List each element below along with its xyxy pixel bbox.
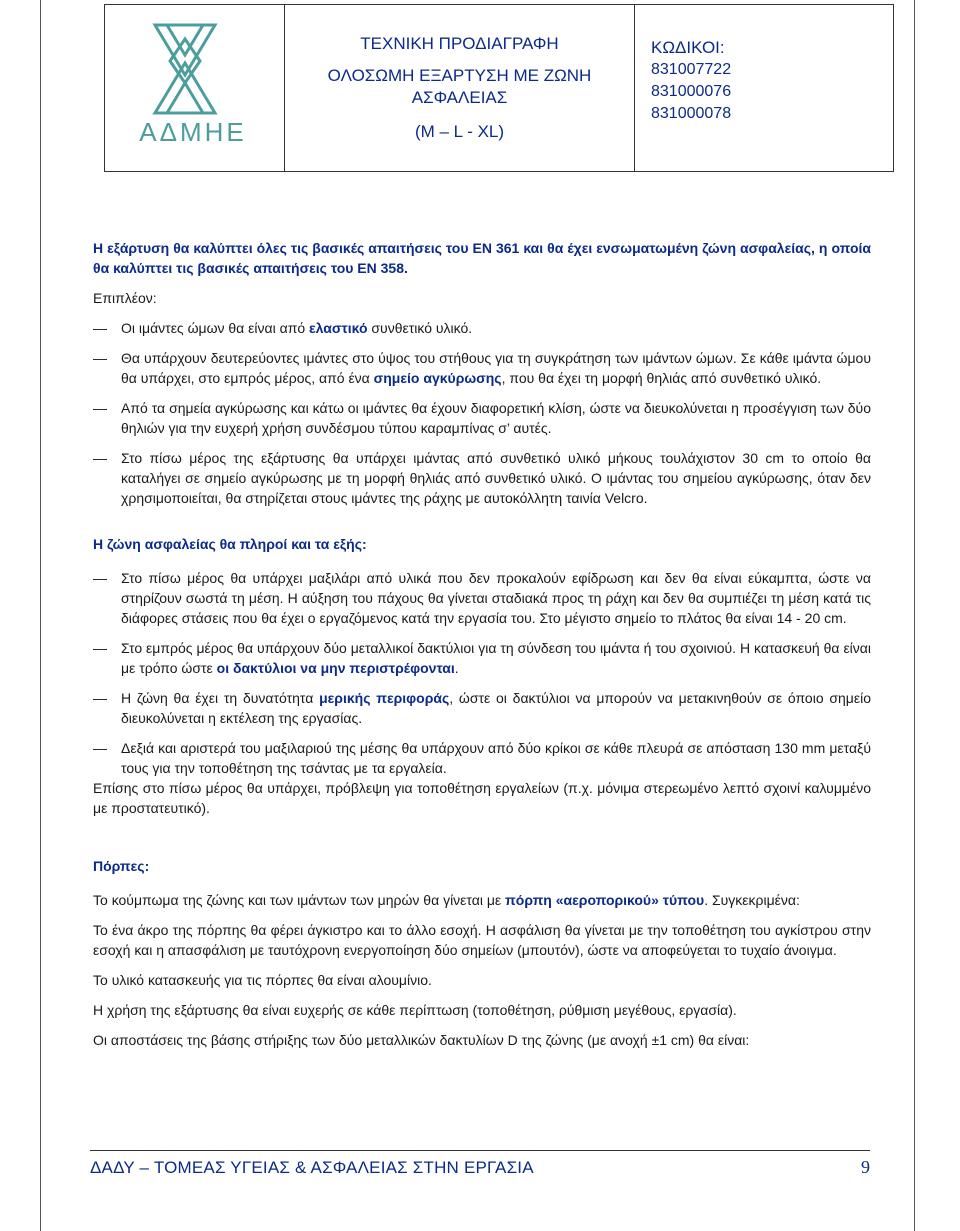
codes-cell <box>635 5 893 171</box>
belt-bullet-2 <box>93 638 871 678</box>
bullet-text: Στο εμπρός μέρος θα υπάρχουν δύο μεταλλικοί δακτύλιοι για τη σύνδεση του ιμάντα ή του σχοινιού. Η κατασκευή θα είναι με τρόπο ώστε <box>121 640 871 676</box>
logo-cell <box>105 5 285 171</box>
page-margin-line-right <box>914 0 915 1231</box>
usage-paragraph: Η χρήση της εξάρτυσης θα είναι ευχερής σε κάθε περίπτωση (τοποθέτηση, ρύθμιση μεγέθους, εργασία). <box>93 1002 737 1018</box>
harness-bullet-4: — Στο πίσω μέρος της εξάρτυσης θα υπάρχει ιμάντας από συνθετικό υλικό μήκους τουλάχιστον 30 cm το οποίο θα καταλήγει σε σημείο αγκύρωσης με τη μορφή θηλιάς από συνθετικό υλικό. Ο ιμάντας του σημείου αγκύρωσης, όταν δεν χρησιμοποιείται, θα στηρίζεται στους ιμάντες της ράχης με αυτοκόλλητη ταινία Velcro. <box>93 448 871 508</box>
document-body <box>93 238 871 1050</box>
bullet-text: Θα υπάρχουν δευτερεύοντες ιμάντες στο ύψος του στήθους για τη συγκράτηση των ιμάντων ώμων. Σε κάθε ιμάντα ώμου θα υπάρχει, στο εμπρός μέρος, από ένα <box>121 350 871 386</box>
paragraph-emphasis: πόρπη «αεροπορικού» τύπου <box>505 892 705 908</box>
page-number: 9 <box>861 1157 870 1177</box>
logo-wordmark: ΑΔΜΗΕ <box>139 117 247 147</box>
bullet-text: . <box>454 660 459 676</box>
buckle-paragraph-2: Το ένα άκρο της πόρπης θα φέρει άγκιστρο και το άλλο εσοχή. Η ασφάλιση θα γίνεται με την τοποθέτηση του αγκίστρου στην εσοχή και η απασφάλιση με ταυτόχρονη ενεργοποίηση δύο σημείων (μπουτόν), ώστε να αποφεύγεται το τυχαίο άνοιγμα. <box>93 922 871 958</box>
belt-bullet-4: — Δεξιά και αριστερά του μαξιλαριού της μέσης θα υπάρχουν από δύο κρίκοι σε κάθε πλευρά σε απόσταση 130 mm μεταξύ τους για την τοποθέτηση της τσάντας με τα εργαλεία. <box>93 738 871 778</box>
bullet-emphasis: οι δακτύλιοι να μην περιστρέφονται <box>216 660 455 676</box>
code-item: 831000078 <box>651 105 732 122</box>
bullet-emphasis: ελαστικό <box>309 320 368 336</box>
spec-title: ΤΕΧΝΙΚΗ ΠΡΟΔΙΑΓΡΑΦΗ <box>360 34 559 53</box>
harness-bullet-1 <box>93 318 871 338</box>
paragraph-text: . Συγκεκριμένα: <box>704 892 800 908</box>
code-item: 831000076 <box>651 83 732 100</box>
moreover-label: Επιπλέον: <box>93 290 157 306</box>
belt-bullet-3 <box>93 688 871 728</box>
bullet-text: Η ζώνη θα έχει τη δυνατότητα <box>121 690 320 706</box>
product-title-line-1: ΟΛΟΣΩΜΗ ΕΞΑΡΤΥΣΗ ΜΕ ΖΩΝΗ <box>327 66 592 85</box>
footer-text: ΔΑΔΥ – ΤΟΜΕΑΣ ΥΓΕΙΑΣ & ΑΣΦΑΛΕΙΑΣ ΣΤΗΝ ΕΡΓΑΣΙΑ <box>90 1158 534 1177</box>
belt-requirements-heading: Η ζώνη ασφαλείας θα πληροί και τα εξής: <box>93 536 367 552</box>
buckle-paragraph-1 <box>93 890 871 910</box>
tool-provision-paragraph: Επίσης στο πίσω μέρος θα υπάρχει, πρόβλεψη για τοποθέτηση εργαλείων (π.χ. μόνιμα στερεωμένο λεπτό σχοινί καλυμμένο με προστατευτικό). <box>93 780 871 816</box>
bullet-text: συνθετικό υλικό. <box>367 320 473 336</box>
size-range: (M – L - XL) <box>414 122 505 141</box>
admie-logo-icon <box>105 15 285 125</box>
belt-bullet-1: — Στο πίσω μέρος θα υπάρχει μαξιλάρι από υλικά που δεν προκαλούν εφίδρωση και δεν θα είναι εύκαμπτα, ώστε να στηρίζουν σωστά τη μέση. Η αύξηση του πάχους θα γίνεται σταδιακά προς τη ράχη και δεν θα συμπιέζει τη μέση κατά τις διάφορες στάσεις που θα έχει ο εργαζόμενος κατά την εργασία του. Στο μέγιστο σημείο το πλάτος θα είναι 14 - 20 cm. <box>93 568 871 628</box>
paragraph-text: Το κούμπωμα της ζώνης και των ιμάντων των μηρών θα γίνεται με <box>93 892 506 908</box>
intro-paragraph: Η εξάρτυση θα καλύπτει όλες τις βασικές απαιτήσεις του ΕΝ 361 και θα έχει ενσωματωμένη ζώνη ασφαλείας, η οποία θα καλύπτει τις βασικές απαιτήσεις του ΕΝ 358. <box>93 240 871 276</box>
page-margin-line-left <box>40 0 41 1231</box>
bullet-emphasis: μερικής περιφοράς <box>319 690 450 706</box>
buckles-heading: Πόρπες: <box>93 858 150 874</box>
ring-distances-paragraph: Οι αποστάσεις της βάσης στήριξης των δύο μεταλλικών δακτυλίων D της ζώνης (με ανοχή ±1 cm) θα είναι: <box>93 1032 750 1048</box>
bullet-text: , που θα έχει τη μορφή θηλιάς από συνθετικό υλικό. <box>501 370 822 386</box>
document-footer <box>90 1150 870 1178</box>
title-cell <box>285 5 635 171</box>
product-title-line-2: ΑΣΦΑΛΕΙΑΣ <box>411 88 508 107</box>
document-header <box>104 4 894 172</box>
bullet-text: Οι ιμάντες ώμων θα είναι από <box>121 320 310 336</box>
buckle-material-paragraph: Το υλικό κατασκευής για τις πόρπες θα είναι αλουμίνιο. <box>93 972 432 988</box>
bullet-emphasis: σημείο αγκύρωσης <box>373 370 502 386</box>
harness-bullet-3: — Από τα σημεία αγκύρωσης και κάτω οι ιμάντες θα έχουν διαφορετική κλίση, ώστε να διευκολύνεται η προσέγγιση των δύο θηλιών για την ευχερή χρήση συνδέσμου τύπου καραμπίνας σ’ αυτές. <box>93 398 871 438</box>
codes-label: ΚΩΔΙΚΟΙ: <box>651 38 725 57</box>
harness-bullet-2 <box>93 348 871 388</box>
code-item: 831007722 <box>651 61 732 78</box>
bullet-text: , ώστε οι δακτύλιοι να μπορούν να μετακινηθούν σε όποιο σημείο διευκολύνεται η εκτέλεση της εργασίας. <box>121 690 871 726</box>
